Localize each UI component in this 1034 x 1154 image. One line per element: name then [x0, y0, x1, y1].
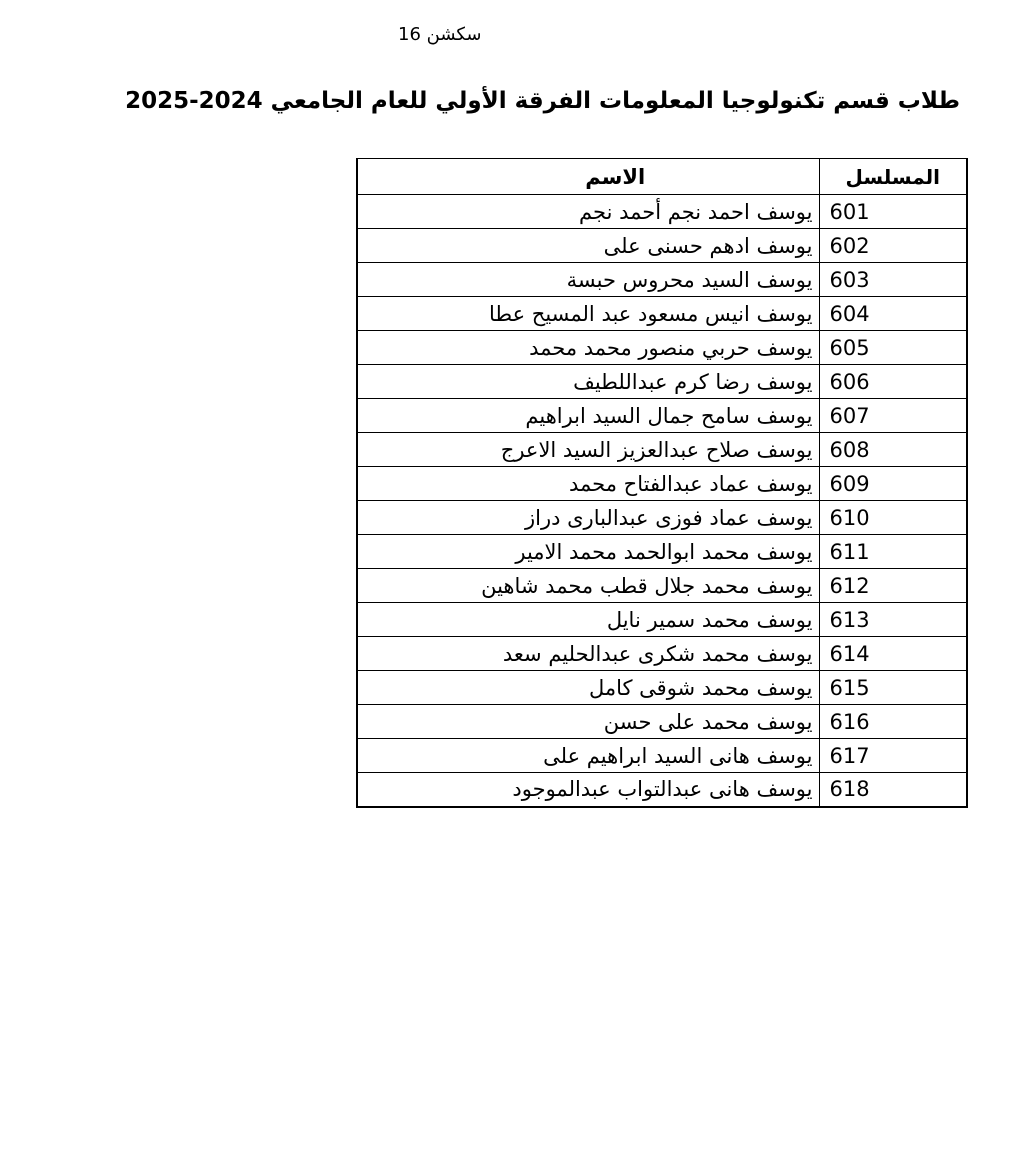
- serial-cell: 612: [819, 569, 967, 603]
- serial-cell: 604: [819, 297, 967, 331]
- page-title: طلاب قسم تكنولوجيا المعلومات الفرقة الأولي للعام الجامعي 2024-2025: [125, 88, 960, 114]
- serial-cell: 616: [819, 705, 967, 739]
- name-column-header: الاسم: [357, 159, 819, 195]
- serial-cell: 615: [819, 671, 967, 705]
- name-cell: يوسف عماد عبدالفتاح محمد: [357, 467, 819, 501]
- serial-cell: 606: [819, 365, 967, 399]
- serial-cell: 610: [819, 501, 967, 535]
- name-cell: يوسف محمد على حسن: [357, 705, 819, 739]
- table-row: [357, 365, 967, 399]
- serial-cell: 611: [819, 535, 967, 569]
- serial-cell: 602: [819, 229, 967, 263]
- serial-cell: 605: [819, 331, 967, 365]
- table-row: [357, 195, 967, 229]
- table-row: [357, 739, 967, 773]
- name-cell: يوسف سامح جمال السيد ابراهيم: [357, 399, 819, 433]
- name-cell: يوسف هانى السيد ابراهيم على: [357, 739, 819, 773]
- table-body: [357, 195, 967, 807]
- table-row: [357, 773, 967, 807]
- serial-cell: 617: [819, 739, 967, 773]
- name-cell: يوسف محمد جلال قطب محمد شاهين: [357, 569, 819, 603]
- name-cell: يوسف عماد فوزى عبدالبارى دراز: [357, 501, 819, 535]
- name-cell: يوسف رضا كرم عبداللطيف: [357, 365, 819, 399]
- name-cell: يوسف محمد شوقى كامل: [357, 671, 819, 705]
- name-cell: يوسف السيد محروس حبسة: [357, 263, 819, 297]
- serial-cell: 608: [819, 433, 967, 467]
- name-cell: يوسف محمد ابوالحمد محمد الامير: [357, 535, 819, 569]
- name-cell: يوسف احمد نجم أحمد نجم: [357, 195, 819, 229]
- serial-cell: 603: [819, 263, 967, 297]
- table-row: [357, 433, 967, 467]
- table-header-row: [357, 159, 967, 195]
- table-row: [357, 671, 967, 705]
- name-cell: يوسف محمد شكرى عبدالحليم سعد: [357, 637, 819, 671]
- serial-cell: 618: [819, 773, 967, 807]
- serial-cell: 601: [819, 195, 967, 229]
- name-cell: يوسف انيس مسعود عبد المسيح عطا: [357, 297, 819, 331]
- serial-cell: 607: [819, 399, 967, 433]
- serial-cell: 609: [819, 467, 967, 501]
- name-cell: يوسف ادهم حسنى على: [357, 229, 819, 263]
- table-row: [357, 535, 967, 569]
- name-cell: يوسف محمد سمير نايل: [357, 603, 819, 637]
- table-row: [357, 705, 967, 739]
- serial-column-header: المسلسل: [819, 159, 967, 195]
- section-label: سكشن 16: [398, 24, 482, 45]
- table-row: [357, 569, 967, 603]
- table-row: [357, 399, 967, 433]
- serial-cell: 614: [819, 637, 967, 671]
- name-cell: يوسف صلاح عبدالعزيز السيد الاعرج: [357, 433, 819, 467]
- serial-cell: 613: [819, 603, 967, 637]
- table-row: [357, 263, 967, 297]
- table-row: [357, 229, 967, 263]
- table-row: [357, 297, 967, 331]
- table-row: [357, 603, 967, 637]
- table-row: [357, 501, 967, 535]
- table-row: [357, 331, 967, 365]
- table-row: [357, 637, 967, 671]
- student-table: [356, 158, 968, 808]
- table-row: [357, 467, 967, 501]
- name-cell: يوسف حربي منصور محمد محمد: [357, 331, 819, 365]
- name-cell: يوسف هانى عبدالتواب عبدالموجود: [357, 773, 819, 807]
